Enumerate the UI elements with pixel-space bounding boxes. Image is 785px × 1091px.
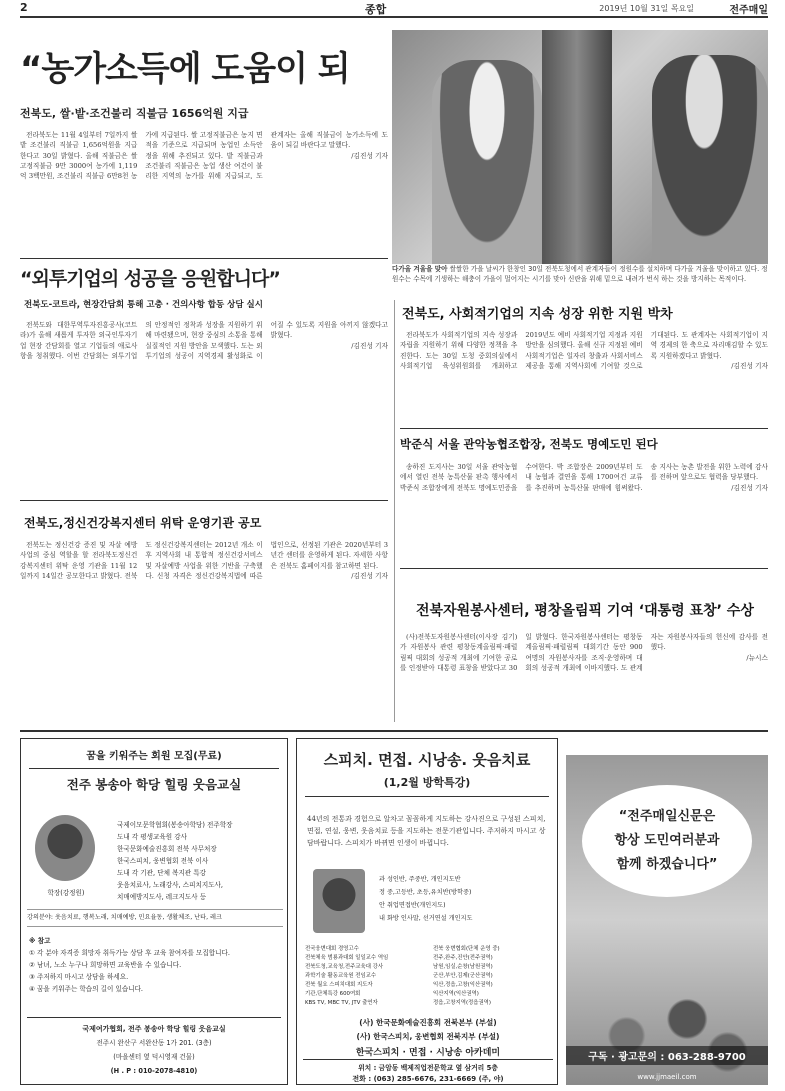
article6-text: (사)전북도자원봉사센터(이사장 김기) 가 자원봉사 관련 평창동계올림픽·패럴림픽 대회의 성공적 개최에 기여한 공로를 인정받아 대통령 표창을 받았다고 30일 밝혔다. 한국자원봉사센터는 평창동계올림픽·패럴림픽 대회기간 동안 900여명의 자원봉사자를 조직·운영하며 대회의 성공적 개최에 이바지했다. 도 관계자는 자원봉사자들의 헌신에 감사를 전했다. (400, 633, 768, 672)
article6-body (400, 632, 768, 722)
photo-caption (392, 264, 768, 286)
section-name: 종합 (365, 3, 387, 16)
article2-body (20, 320, 388, 488)
list-item: 전북도청,교육청,전주교육대 강사 (305, 964, 384, 970)
ad2-phone: 전화 : (063) 285-6676, 231-6669 (주, 야) (352, 1075, 504, 1083)
divider (400, 568, 768, 569)
issue-date: 2019년 10월 31일 목요일 (599, 4, 694, 13)
ad1-bullets (117, 819, 285, 903)
list-item: 정읍,고창지역(정읍권역) (433, 1000, 491, 1006)
article1-text: 전라북도는 11월 4일부터 7일까지 쌀 밭 조건불리 직불금 1,656억원을 지급한다고 30일 밝혔다. 올해 직불금은 쌀 고정직불금 9만 3000여 농가에 1,119억 3백만원, 조건불리 직불금 6만8천 농가에 지급된다. 쌀 고정직불금은 농지 면적을 기준으로 지급되며 농업인 소득안정을 위해 추진되고 있다. 밭 직불금과 조건불리 직불금은 농업 생산 여건이 불리한 지역의 농가를 위해 지급되고, 도 관계자는 올해 직불금이 농가소득에 도움이 되길 바란다고 말했다. (20, 131, 388, 181)
article1-body (20, 130, 388, 250)
ad2-org1: (사) 한국문화예술진흥회 전북본부 (부설) (359, 1018, 497, 1027)
article2-headline: “외투기업의 성공을 응원합니다” (20, 268, 280, 290)
article4-body (400, 462, 768, 556)
page-number: 2 (20, 1, 28, 14)
ad1-phone: (H . P : 010-2078-4810) (110, 1067, 198, 1075)
list-item: ④ 꿈을 키워주는 학습의 길이 있습니다. (29, 985, 144, 993)
ad-divider (20, 730, 768, 732)
ad3-url[interactable]: www.jjmaeil.com (637, 1073, 697, 1081)
list-item: 웃음치료사, 노래강사, 스피치지도사, (117, 881, 224, 889)
slogan-line: “전주매일신문은 (618, 809, 716, 824)
publisher-name: 전주매일 (729, 5, 768, 16)
slogan-bubble (582, 785, 752, 897)
farm-photo (392, 30, 768, 264)
list-item: 전북 월요 스피치대회 지도자 (305, 982, 373, 988)
list-item: KBS TV, MBC TV, JTV 출연자 (305, 1000, 378, 1006)
article1-headline: “농가소득에 도움이 되 (20, 49, 350, 89)
worker-right (652, 55, 768, 264)
article3-byline: /김진성 기자 (731, 361, 768, 370)
ad1-person: 학장(강정원) (47, 889, 85, 897)
article5-text: 전북도는 정신건강 증진 및 자살 예방 사업의 중심 역할을 할 전라북도정신건강복지센터 위탁 운영 기관을 11월 12일까지 14일간 공모한다고 밝혔다. 전북도 정신건강복지센터는 2012년 개소 이후 지역사회 내 통합적 정신건강서비스 및 자살예방 사업을 위한 기반을 구축했다. 신청 자격은 정신건강복지법에 따른 법인으로, 선정된 기관은 2020년부터 3년간 센터를 운영하게 된다. 자세한 사항은 전북도 홈페이지를 참고하면 된다. (20, 541, 388, 580)
avatar (35, 815, 95, 881)
ad1-title: 전주 봉송아 학당 힐링 웃음교실 (66, 777, 242, 792)
list-item: 익산,정읍,고창(익산권역) (433, 982, 493, 988)
list-item: 내 화방 인사말, 선거연설 개인지도 (379, 915, 473, 922)
list-item: 과 성인반, 주중반, 개인지도반 (379, 876, 461, 883)
article4-text: 송하진 도지사는 30일 서울 관악농협에서 열린 전북 농특산물 판촉 행사에서 박준식 조합장에게 전북도 명예도민증을 수여한다. 박 조합장은 2009년부터 도내 농협과 결연을 통해 1700여건 교류를 추진하며 농특산물 판매에 힘써왔다. 송 지사는 농촌 발전을 위한 노력에 감사를 전하며 앞으로도 협력을 당부했다. (400, 463, 768, 492)
notes-title: ※ 참고 (29, 937, 51, 945)
list-item: 전주,완주,진안(전주권역) (433, 955, 493, 961)
ad2-title: 스피치. 면접. 시낭송. 웃음치료 (323, 751, 531, 769)
list-item: 과학기술 활동교육원 전임교수 (305, 973, 377, 979)
ad2-right-list (433, 945, 553, 1008)
list-item: 안 취업면접반(개인지도) (379, 902, 446, 909)
caption-text: 쌀쌀한 가을 날씨가 한창인 30일 전북도청에서 관계자들이 정원수를 설치하며 다가올 겨울을 맞이하고 있다. 정원수는 수목에 기생하는 해충이 가을이 멀어지는 시기를 맞아 신란을 위해 밑으로 내려가 번식 하는 것을 방지하는 목적이다. (392, 265, 768, 283)
article5-body (20, 540, 388, 720)
ad1-address: 전주시 완산구 서완산동 1가 201. (3층) (96, 1039, 212, 1047)
ad2-courses (379, 873, 551, 925)
article3-headline: 전북도, 사회적기업의 지속 성장 위한 지원 박차 (402, 307, 673, 322)
list-item: 한국문화예술진흥회 전북 사무처장 (117, 845, 217, 853)
article4-headline: 박준식 서울 관악농협조합장, 전북도 명예도민 된다 (400, 437, 658, 451)
article5-headline: 전북도,정신건강복지센터 위탁 운영기관 공모 (24, 516, 262, 530)
ad2-intro: 44년의 전통과 경험으로 알차고 꼼꼼하게 지도하는 강사진으로 구성된 스피치, 면접, 연설, 웅변, 웃음치료 등을 지도하는 전문기관입니다. 주저하지 마시고 상담바랍니다. 스피치가 바뀌면 인생이 바뀝니다. (307, 815, 546, 847)
ad1-lecture: 강의분야: 웃음치료, 행복노래, 치매예방, 민요율동, 생활체조, 난타, 레크 (27, 909, 283, 927)
ad1-address2: (마을센터 옆 덕시영재 건물) (113, 1053, 195, 1061)
list-item: 전국웅변대회 경영고수 (305, 946, 359, 952)
slogan-line: 항상 도민여러분과 (614, 833, 720, 848)
ad1-footer-title: 국제여가협회, 전주 봉송아 학당 힐링 웃음교실 (82, 1025, 226, 1033)
list-item: 기관,단체특강 600여회 (305, 991, 361, 997)
article6-byline: /뉴시스 (746, 653, 768, 662)
column-divider (394, 300, 395, 722)
worker-left (432, 60, 542, 264)
avatar (313, 869, 365, 933)
ad2-org2: (사) 한국스피치, 웅변협회 전북지부 (부설) (356, 1032, 500, 1041)
list-item: 정 중,고등반, 초등,유치반(방학중) (379, 889, 472, 896)
article1-subhead: 전북도, 쌀·밭·조건불리 직불금 1656억원 지급 (20, 107, 249, 120)
article2-subhead: 전북도-코트라, 현장간담회 통해 고충 · 건의사항 합동 상담 실시 (24, 300, 263, 310)
ad2-location: 위치 : 금암동 백제직업전문학교 옆 삼거리 5층 (358, 1064, 498, 1072)
list-item: 한국스피치, 웅변협회 전북 이사 (117, 857, 209, 865)
list-item: 국제이모문학협회(봉송아학당) 전주학장 (117, 821, 233, 829)
list-item: ① 각 분야 자격증 희망자 취득가능 상담 후 교육 참여자를 모집합니다. (29, 949, 230, 957)
list-item: 익산지역(익산권역) (433, 991, 479, 997)
ad3-contact: 구독 · 광고문의 : 063-288-9700 (566, 1046, 768, 1065)
ad1-notes (29, 935, 285, 995)
ad1-banner: 꿈을 키워주는 회원 모집(무료) (86, 751, 222, 762)
list-item: 도내 각 평생교육원 강사 (117, 833, 187, 841)
divider (400, 428, 768, 429)
caption-title: 다가올 겨울을 맞아 (392, 265, 448, 273)
article1-byline: /김진성 기자 (351, 151, 388, 160)
list-item: 군산,부안,김제(군산권역) (433, 973, 493, 979)
ad-jeonju-maeil (566, 755, 768, 1085)
divider (20, 500, 388, 501)
list-item: 남원,임실,순창(남원권역) (433, 964, 493, 970)
ad2-org3: 한국스피치 · 면접 · 시낭송 아카데미 (355, 1048, 501, 1058)
article2-byline: /김진성 기자 (351, 341, 388, 350)
list-item: 전북체육 범룡과대회 일일교수 역임 (305, 955, 389, 961)
ad-speech-academy (296, 738, 558, 1085)
ad2-subtitle: (1,2월 방학특강) (383, 776, 471, 789)
article5-byline: /김진성 기자 (351, 571, 388, 580)
ad-laughter-class (20, 738, 288, 1085)
list-item: 치매예방지도사, 레크지도사 등 (117, 893, 207, 901)
list-item: ③ 주저하지 마시고 상담을 하세요. (29, 973, 129, 981)
page-header (20, 0, 768, 18)
article2-text: 전북도와 대한무역투자진흥공사(코트라)가 올해 새롭게 투자한 외국인투자기업 현장 간담회를 열고 기업들의 애로사항을 청취했다. 이번 간담회는 외투기업의 안정적인 정착과 성장을 지원하기 위해 마련됐으며, 현장 중심의 소통을 통해 실질적인 지원 방안을 모색했다. 도는 외투기업의 성공이 지역경제 활성화로 이어질 수 있도록 지원을 아끼지 않겠다고 밝혔다. (20, 321, 388, 360)
article3-text: 전라북도가 사회적기업의 지속 성장과 자립을 지원하기 위해 다양한 정책을 추진한다. 도는 30일 도청 중회의실에서 사회적기업 육성위원회를 개최하고 2019년도 예비 사회적기업 지정과 지원 방안을 심의했다. 올해 신규 지정된 예비 사회적기업은 일자리 창출과 사회서비스 제공을 통해 지역사회에 기여할 것으로 기대된다. 도 관계자는 사회적기업이 지역 경제의 한 축으로 자리매김할 수 있도록 지원하겠다고 밝혔다. (400, 331, 768, 370)
list-item: ② 남녀, 노소 누구나 희망하면 교육반을 수 있습니다. (29, 961, 182, 969)
tree-trunk (542, 30, 612, 264)
divider (20, 258, 388, 259)
article6-headline: 전북자원봉사센터, 평창올림픽 기여 ‘대통령 표창’ 수상 (416, 603, 754, 619)
list-item: 도내 각 기관, 단체 복지관 특강 (117, 869, 207, 877)
ad2-left-list (305, 945, 429, 1008)
article3-body (400, 330, 768, 434)
slogan-line: 함께 하겠습니다” (616, 857, 718, 872)
article4-byline: /김진성 기자 (731, 483, 768, 492)
list-item: 전북 웅변협회(단체 운영 중) (433, 946, 500, 952)
